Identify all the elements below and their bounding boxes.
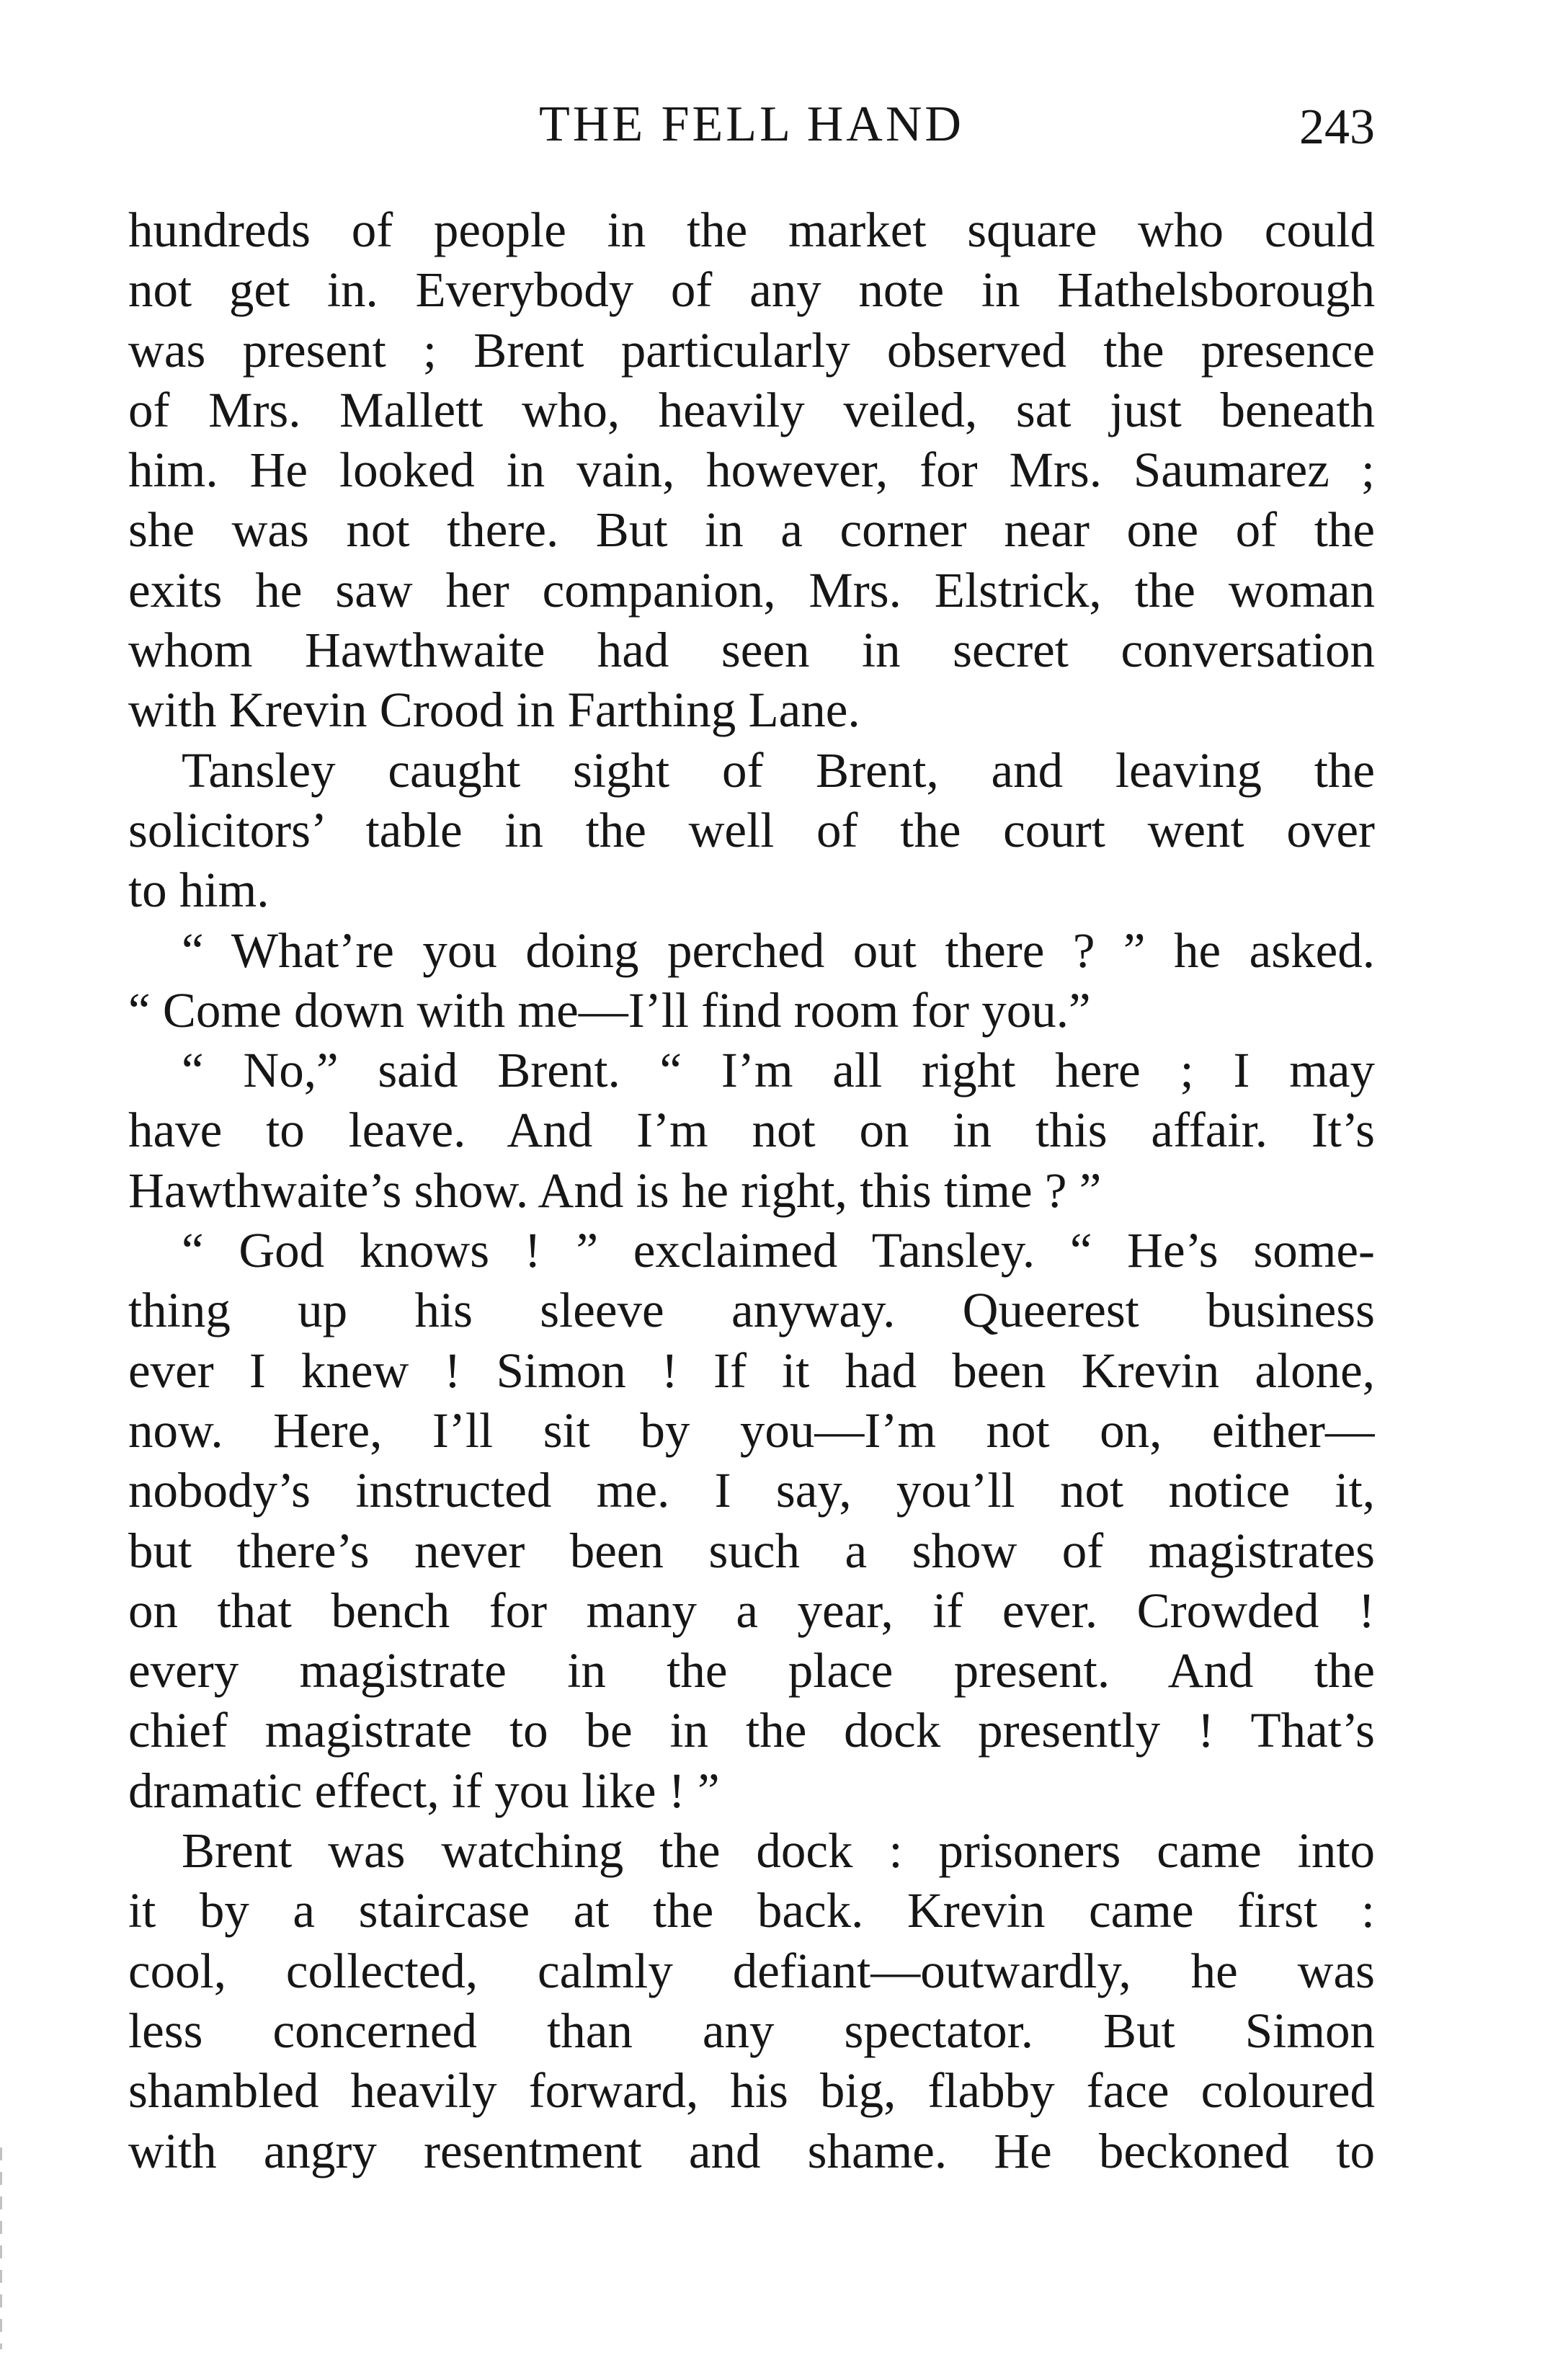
- text-line: exits he saw her companion, Mrs. Elstrick, the woman: [128, 562, 1375, 618]
- text-line: not get in. Everybody of any note in Hathelsborough: [128, 262, 1375, 318]
- text-line: dramatic effect, if you like ! ”: [128, 1763, 720, 1818]
- text-line: have to leave. And I’m not on in this affair. It’s: [128, 1103, 1375, 1158]
- text-line: “ Come down with me—I’ll find room for you.”: [128, 982, 1091, 1038]
- running-head: [128, 92, 1375, 157]
- text-line: nobody’s instructed me. I say, you’ll not notice it,: [128, 1463, 1375, 1518]
- text-line: whom Hawthwaite had seen in secret conversation: [128, 623, 1375, 678]
- text-line: ever I knew ! Simon ! If it had been Krevin alone,: [128, 1343, 1375, 1398]
- text-line: but there’s never been such a show of magistrates: [128, 1523, 1375, 1578]
- text-line: chief magistrate to be in the dock presently ! That’s: [128, 1703, 1375, 1758]
- text-line: thing up his sleeve anyway. Queerest business: [128, 1283, 1375, 1338]
- text-line: “ No,” said Brent. “ I’m all right here ; I may: [182, 1043, 1375, 1098]
- text-line: every magistrate in the place present. And the: [128, 1643, 1375, 1699]
- text-line: with angry resentment and shame. He beckoned to: [128, 2123, 1375, 2178]
- body-text: [128, 200, 1375, 2181]
- text-line: solicitors’ table in the well of the court went over: [128, 802, 1375, 858]
- text-line: cool, collected, calmly defiant—outwardly, he was: [128, 1943, 1375, 1998]
- text-line: was present ; Brent particularly observed the presence: [128, 322, 1375, 378]
- text-line: to him.: [128, 863, 270, 918]
- text-line: with Krevin Crood in Farthing Lane.: [128, 682, 860, 738]
- text-line: him. He looked in vain, however, for Mrs. Saumarez ;: [128, 442, 1375, 498]
- text-line: hundreds of people in the market square who could: [128, 202, 1375, 257]
- text-line: Tansley caught sight of Brent, and leaving the: [182, 742, 1375, 798]
- text-line: on that bench for many a year, if ever. Crowded !: [128, 1582, 1375, 1638]
- text-line: of Mrs. Mallett who, heavily veiled, sat just beneath: [128, 382, 1375, 437]
- chapter-title: THE FELL HAND: [539, 97, 964, 152]
- text-line: less concerned than any spectator. But Simon: [128, 2003, 1375, 2058]
- text-line: “ God knows ! ” exclaimed Tansley. “ He’s some-: [182, 1223, 1375, 1278]
- text-line: Brent was watching the dock : prisoners came into: [182, 1823, 1375, 1879]
- page-edge-mark: [0, 2147, 2, 2349]
- page-number: 243: [1299, 99, 1375, 155]
- text-line: she was not there. But in a corner near one of the: [128, 502, 1375, 558]
- text-line: shambled heavily forward, his big, flabby face coloured: [128, 2063, 1375, 2119]
- text-line: now. Here, I’ll sit by you—I’m not on, either—: [128, 1402, 1375, 1458]
- text-line: “ What’re you doing perched out there ? ” he asked.: [182, 922, 1375, 978]
- text-line: Hawthwaite’s show. And is he right, this time ? ”: [128, 1162, 1102, 1218]
- text-line: it by a staircase at the back. Krevin came first :: [128, 1883, 1375, 1938]
